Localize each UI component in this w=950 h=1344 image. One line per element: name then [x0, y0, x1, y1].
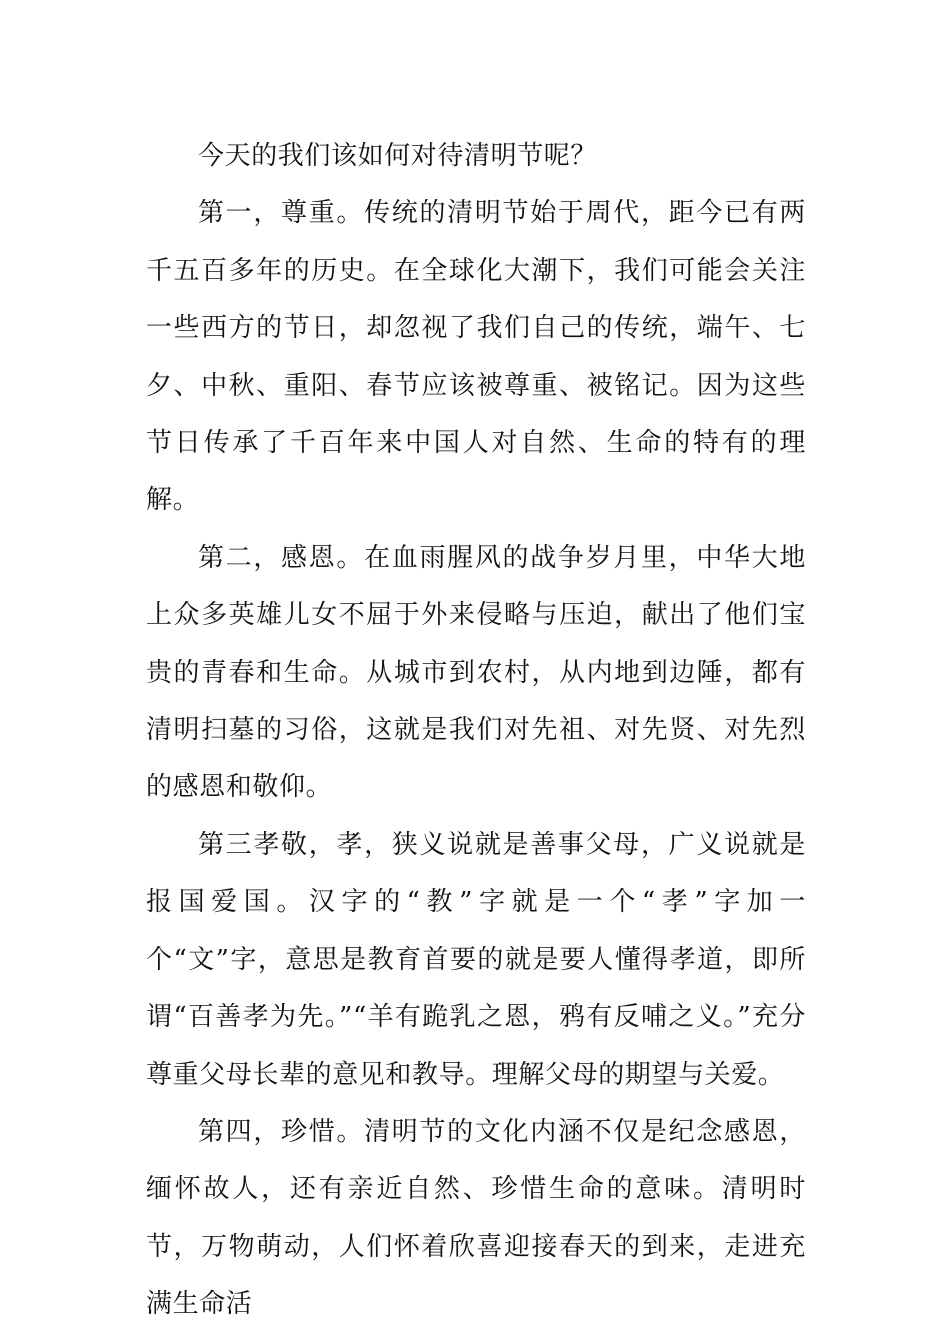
paragraph-respect: 第一，尊重。传统的清明节始于周代，距今已有两千五百多年的历史。在全球化大潮下，我们可能会关注一些西方的节日，却忽视了我们自己的传统，端午、七夕、中秋、重阳、春节应该被尊重、被铭记。因为这些节日传承了千百年来中国人对自然、生命的特有的理解。	[146, 198, 806, 516]
document-page	[146, 128, 806, 1334]
paragraph-question: 今天的我们该如何对待清明节呢？	[198, 141, 598, 171]
paragraph-cherish: 第四，珍惜。清明节的文化内涵不仅是纪念感恩，缅怀故人，还有亲近自然、珍惜生命的意味。清明时节，万物萌动，人们怀着欣喜迎接春天的到来，走进充满生命活	[146, 1116, 806, 1320]
paragraph-filial-piety: 第三孝敬，孝，狭义说就是善事父母，广义说就是报国爱国。汉字的“教”字就是一个“孝”字加一个“文”字，意思是教育首要的就是要人懂得孝道，即所谓“百善孝为先。”“羊有跪乳之恩，鸦有反哺之义。”充分尊重父母长辈的意见和教导。理解父母的期望与关爱。	[146, 829, 806, 1090]
paragraph-gratitude: 第二，感恩。在血雨腥风的战争岁月里，中华大地上众多英雄儿女不屈于外来侵略与压迫，献出了他们宝贵的青春和生命。从城市到农村，从内地到边陲，都有清明扫墓的习俗，这就是我们对先祖、对先贤、对先烈的感恩和敬仰。	[146, 542, 806, 803]
